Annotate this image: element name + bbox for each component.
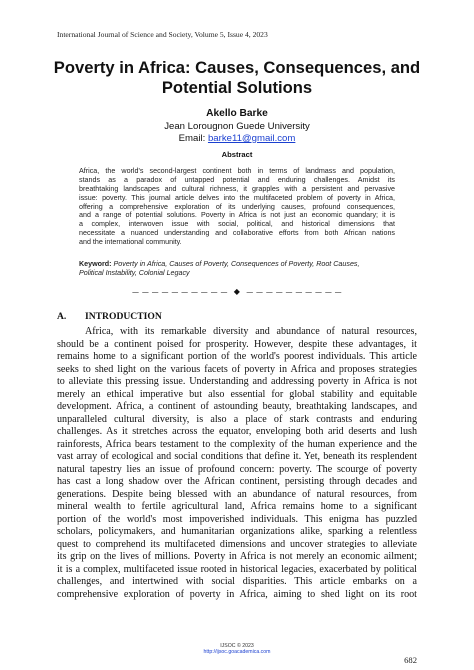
abstract-line: issue: poverty. This journal article delves into the multifaceted problem of poverty in Africa, bbox=[79, 193, 395, 202]
divider-dashes-left: — — — — — — — — — — bbox=[132, 288, 228, 296]
journal-header: International Journal of Science and Society, Volume 5, Issue 4, 2023 bbox=[57, 30, 268, 39]
keywords-label: Keyword: bbox=[79, 260, 112, 268]
body-line: it is a complex, multifaceted issue rooted in historical legacies, exacerbated by political bbox=[57, 563, 417, 575]
body-line: remains home to a significant portion of the world's poorest individuals. This article bbox=[57, 351, 417, 362]
body-line: has cast a long shadow over the African continent, persisting through decades and bbox=[57, 476, 417, 487]
title-line-2: Potential Solutions bbox=[161, 77, 313, 97]
body-line: rainforests, Africa bears testament to the complexity of the human experience and the bbox=[57, 438, 417, 450]
abstract-line: stands as a paradox of untapped potential and enduring challenges. Amidst its bbox=[79, 175, 395, 184]
abstract-body bbox=[79, 167, 395, 247]
body-line: its grip on the lives of millions. Poverty in Africa is not merely an economic ailment; bbox=[57, 551, 417, 562]
abstract-line: breathtaking landscapes and cultural richness, it grapples with a persistent and pervasive bbox=[79, 184, 395, 193]
keywords-block bbox=[79, 260, 395, 278]
author-affiliation: Jean Lorougnon Guede University bbox=[164, 120, 310, 132]
body-line: challenges. As it stretches across the equator, enveloping both arid deserts and lush bbox=[57, 426, 417, 437]
divider-dashes-right: — — — — — — — — — — bbox=[246, 288, 342, 296]
section-heading bbox=[57, 311, 417, 322]
email-label: Email: bbox=[178, 133, 208, 144]
body-line: seeks to shed light on the various facets of poverty in Africa and proposes strategies bbox=[57, 363, 417, 375]
body-line: to alleviate this pressing issue. Understanding and addressing poverty in Africa is not bbox=[57, 376, 417, 387]
footer-url-link[interactable]: http://ijsoc.goacademica.com bbox=[203, 649, 271, 656]
abstract-line: and the international community. bbox=[79, 238, 182, 247]
page-footer bbox=[170, 643, 304, 656]
body-text bbox=[57, 326, 417, 601]
author-block bbox=[40, 108, 434, 146]
keywords-line-2: Political Instability, Colonial Legacy bbox=[79, 268, 190, 277]
body-line: generations. Despite being blessed with an abundance of natural resources, from bbox=[57, 488, 417, 500]
paper-title bbox=[40, 58, 434, 97]
author-email-line bbox=[40, 133, 434, 146]
footer-copyright: IJSOC © 2023 bbox=[220, 643, 254, 649]
page-number: 682 bbox=[404, 655, 417, 665]
title-line-1: Poverty in Africa: Causes, Consequences, and bbox=[53, 58, 421, 77]
body-line: development. Africa, a continent of astounding beauty, breathtaking landscapes, and bbox=[57, 401, 417, 412]
keywords-line-1 bbox=[79, 260, 395, 269]
abstract-line: and a range of potential solutions. Poverty in Africa is not just an economic quandary; it is bbox=[79, 211, 395, 220]
abstract-line: necessitate a nuanced understanding and collaborative efforts from both African nations bbox=[79, 229, 395, 238]
body-line: merely an ethical imperative but also essential for global stability and equitable bbox=[57, 388, 417, 400]
body-line: natural tapestry lies an issue of profound concern: poverty. The scourge of poverty bbox=[57, 463, 417, 475]
body-line: Africa, with its remarkable diversity and abundance of natural resources, bbox=[85, 326, 417, 337]
section-divider bbox=[100, 287, 374, 297]
body-line: should be a continent poised for prosperity. However, despite these advantages, it bbox=[57, 338, 417, 350]
body-line: vast array of ecological and social conditions that define it. Yet, beneath its resplendent bbox=[57, 451, 417, 462]
body-line: challenges, and intertwined with social disparities. This article embarks on a bbox=[57, 576, 417, 587]
email-link[interactable]: barke11@gmail.com bbox=[207, 133, 296, 144]
body-line: mineral wealth to fertile agricultural land, Africa remains home to a significant bbox=[57, 501, 417, 512]
abstract-line: Africa, the world's second-largest continent both in terms of landmass and population, bbox=[79, 167, 395, 175]
section-letter: A. bbox=[57, 311, 67, 322]
body-line: quest to comprehend its multifaceted dimensions and uncover strategies to alleviate bbox=[57, 538, 417, 550]
keywords-text-1: Poverty in Africa, Causes of Poverty, Consequences of Poverty, Root Causes, bbox=[111, 260, 360, 268]
body-line: portion of the world's most impoverished individuals. This enigma has puzzled bbox=[57, 513, 417, 525]
body-line: unparalleled cultural diversity, is also a place of stark contrasts and enduring bbox=[57, 413, 417, 425]
body-line: comprehensive exploration of poverty in Africa, aiming to shed light on its root bbox=[57, 588, 417, 600]
section-title: INTRODUCTION bbox=[85, 311, 162, 322]
abstract-line: offering a comprehensive exploration of its underlying causes, profound consequences, bbox=[79, 202, 395, 211]
diamond-icon: ◆ bbox=[233, 287, 241, 296]
body-line: scholars, policymakers, and humanitarian organizations alike, sparking a relentless bbox=[57, 526, 417, 537]
author-name: Akello Barke bbox=[206, 108, 268, 119]
abstract-heading: Abstract bbox=[221, 150, 253, 159]
abstract-line: a complex, interwoven issue with social, political, and historical dimensions that bbox=[79, 220, 395, 229]
